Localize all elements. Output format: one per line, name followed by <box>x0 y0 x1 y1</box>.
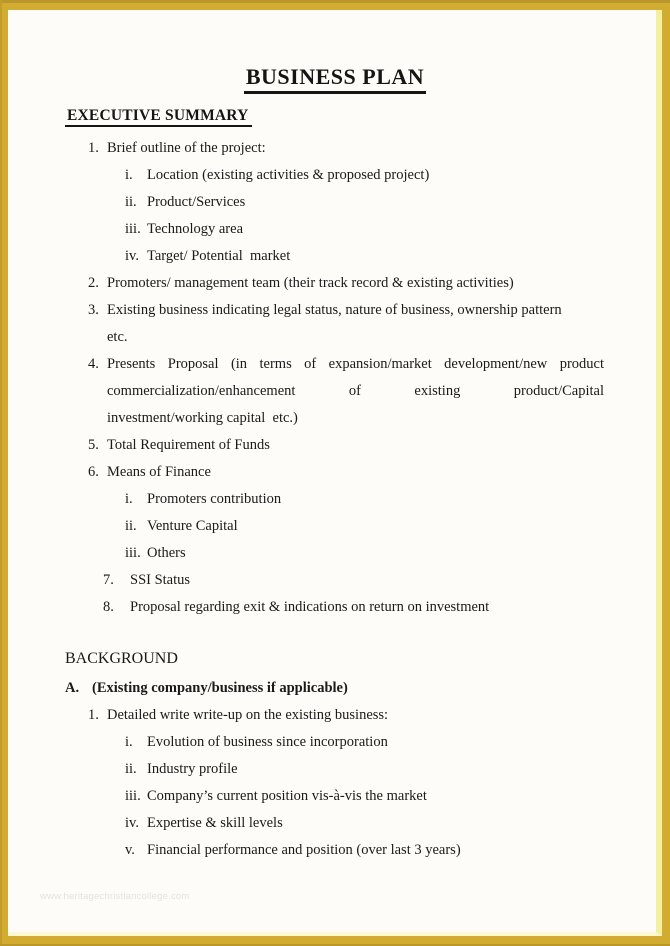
list-item-text-line: etc. <box>107 329 128 345</box>
list-item-text: Brief outline of the project: <box>107 140 266 156</box>
list-item-text: Promoters/ management team (their track record & existing activities) <box>107 275 514 291</box>
list-item-text: Industry profile <box>147 761 238 777</box>
list-item-text: Company’s current position vis-à-vis the market <box>147 788 427 804</box>
section-heading-executive-summary <box>65 107 604 135</box>
list-item-text: Means of Finance <box>107 464 211 480</box>
list-item <box>65 162 604 189</box>
list-item-number: 1. <box>88 140 99 156</box>
document-title: BUSINESS PLAN <box>244 64 426 94</box>
list-item-text: Target/ Potential market <box>147 248 291 264</box>
list-item-number: iv. <box>125 815 139 831</box>
list-item-number: 6. <box>88 464 99 480</box>
section-heading-text: BACKGROUND <box>65 650 178 667</box>
list-item <box>65 675 604 702</box>
list-item-text: SSI Status <box>130 572 191 588</box>
list-item-number: v. <box>125 842 135 858</box>
list-item-number: 5. <box>88 437 99 453</box>
list-item-text: Total Requirement of Funds <box>107 437 270 453</box>
list-item <box>65 486 604 513</box>
list-item-text: Financial performance and position (over last 3 years) <box>147 842 461 858</box>
list-item-number: 3. <box>88 302 99 318</box>
list-item <box>65 135 604 162</box>
list-item-text: Location (existing activities & proposed project) <box>147 167 430 183</box>
list-item-number: 8. <box>103 599 114 615</box>
list-item-text: Technology area <box>147 221 244 237</box>
list-item-number: i. <box>125 491 133 507</box>
list-item-number: 2. <box>88 275 99 291</box>
list-item-number: 1. <box>88 707 99 723</box>
watermark: www.heritagechristiancollege.com <box>40 891 190 902</box>
list-item-number: 4. <box>88 356 99 372</box>
list-item-text-line: Presents Proposal (in terms of expansion/market development/new product <box>107 356 604 372</box>
list-item-text: Detailed write write-up on the existing business: <box>107 707 389 723</box>
list-item-text: Proposal regarding exit & indications on return on investment <box>130 599 490 615</box>
list-item-text: Venture Capital <box>147 518 238 534</box>
list-item <box>65 189 604 216</box>
list-item <box>65 459 604 486</box>
list-item-number: i. <box>125 167 133 183</box>
list-item <box>65 432 604 459</box>
list-item <box>65 729 604 756</box>
list-item <box>65 216 604 243</box>
section-heading-text: EXECUTIVE SUMMARY <box>65 107 252 127</box>
list-item-text: Expertise & skill levels <box>147 815 283 831</box>
list-item-letter: A. <box>65 680 80 696</box>
list-item-text-line: Existing business indicating legal status, nature of business, ownership pattern <box>107 302 562 318</box>
section-heading-background <box>65 648 604 675</box>
list-item <box>65 567 604 594</box>
list-item-number: 7. <box>103 572 114 588</box>
list-item <box>65 243 604 270</box>
list-item <box>65 351 604 432</box>
list-item-text-line: commercialization/enhancement of existing product/Capital <box>107 383 604 399</box>
list-item <box>65 783 604 810</box>
list-item-number: iv. <box>125 248 139 264</box>
list-item <box>65 270 604 297</box>
list-item-text-line: investment/working capital etc.) <box>107 410 298 426</box>
frame-edge-top <box>0 0 670 3</box>
list-item-text: Promoters contribution <box>147 491 282 507</box>
list-item-number: ii. <box>125 194 137 210</box>
document-title-wrap <box>0 64 670 94</box>
frame-edge-left <box>0 0 2 946</box>
list-item-number: ii. <box>125 518 137 534</box>
list-item-text: Product/Services <box>147 194 246 210</box>
list-item <box>65 810 604 837</box>
document-body <box>65 107 604 864</box>
list-item-text: Others <box>147 545 186 561</box>
list-item <box>65 702 604 729</box>
list-item-text: Evolution of business since incorporation <box>147 734 388 750</box>
list-item <box>65 837 604 864</box>
section-gap <box>65 621 604 648</box>
list-item-number: iii. <box>125 788 141 804</box>
list-item-text: (Existing company/business if applicable) <box>92 680 348 696</box>
list-item <box>65 513 604 540</box>
list-item <box>65 540 604 567</box>
list-item-number: iii. <box>125 221 141 237</box>
list-item <box>65 756 604 783</box>
list-item <box>65 297 604 351</box>
list-item-number: iii. <box>125 545 141 561</box>
list-item-number: ii. <box>125 761 137 777</box>
list-item-number: i. <box>125 734 133 750</box>
list-item <box>65 594 604 621</box>
